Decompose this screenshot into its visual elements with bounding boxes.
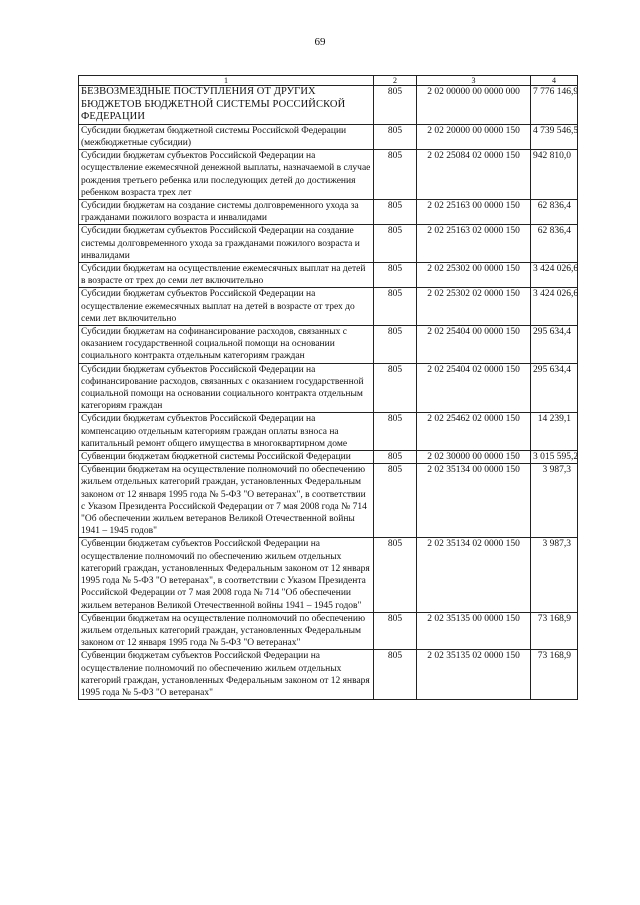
page-number: 69 bbox=[314, 36, 326, 48]
table-cell-code: 2 02 25404 00 0000 150 bbox=[417, 326, 531, 364]
column-header-amount: 4 bbox=[531, 76, 578, 86]
table-cell-name: БЕЗВОЗМЕЗДНЫЕ ПОСТУПЛЕНИЯ ОТ ДРУГИХ БЮДЖЕТОВ БЮДЖЕТНОЙ СИСТЕМЫ РОССИЙСКОЙ ФЕДЕРАЦИИ bbox=[79, 86, 374, 125]
table-cell-amount: 62 836,4 bbox=[531, 225, 578, 263]
table-cell-amount: 942 810,0 bbox=[531, 150, 578, 200]
table-cell-name: Субвенции бюджетам на осуществление полномочий по обеспечению жильем отдельных категорий граждан, установленных Федеральным законом от 12 января 1995 года № 5-ФЗ "О ветеранах" bbox=[79, 612, 374, 650]
table-cell-admin: 805 bbox=[374, 612, 417, 650]
table-cell-admin: 805 bbox=[374, 413, 417, 451]
table-row bbox=[79, 288, 578, 326]
table-row bbox=[79, 124, 578, 149]
table-cell-name: Субсидии бюджетам субъектов Российской Федерации на осуществление ежемесячной денежной выплаты, назначаемой в случае рождения третьего ребенка или последующих детей до достижения ребенком возраста трех лет bbox=[79, 150, 374, 200]
table-cell-name: Субсидии бюджетам субъектов Российской Федерации на осуществление ежемесячных выплат на детей в возрасте от трех до семи лет включительно bbox=[79, 288, 374, 326]
table-row bbox=[79, 413, 578, 451]
table-cell-code: 2 02 25302 00 0000 150 bbox=[417, 263, 531, 288]
column-header-admin: 2 bbox=[374, 76, 417, 86]
table-cell-code: 2 02 35134 00 0000 150 bbox=[417, 464, 531, 538]
table-cell-name: Субвенции бюджетам на осуществление полномочий по обеспечению жильем отдельных категорий граждан, установленных Федеральным законом от 12 января 1995 года № 5-ФЗ "О ветеранах", в соответствии с Указом Президента Российской Федерации от 7 мая 2008 года № 714 "Об обеспечении жильем ветеранов Великой Отечественной войны 1941 – 1945 годов" bbox=[79, 464, 374, 538]
table-cell-code: 2 02 35135 02 0000 150 bbox=[417, 650, 531, 700]
table-cell-admin: 805 bbox=[374, 150, 417, 200]
table-row bbox=[79, 326, 578, 364]
table-cell-admin: 805 bbox=[374, 288, 417, 326]
table-cell-code: 2 02 35135 00 0000 150 bbox=[417, 612, 531, 650]
table-cell-name: Субсидии бюджетам на осуществление ежемесячных выплат на детей в возрасте от трех до семи лет включительно bbox=[79, 263, 374, 288]
table-cell-amount: 3 987,3 bbox=[531, 538, 578, 612]
column-header-name: 1 bbox=[79, 76, 374, 86]
table-cell-code: 2 02 25302 02 0000 150 bbox=[417, 288, 531, 326]
table-cell-admin: 805 bbox=[374, 363, 417, 413]
table-cell-admin: 805 bbox=[374, 225, 417, 263]
table-cell-name: Субсидии бюджетам бюджетной системы Российской Федерации (межбюджетные субсидии) bbox=[79, 124, 374, 149]
table-cell-amount: 62 836,4 bbox=[531, 200, 578, 225]
table-cell-name: Субсидии бюджетам на создание системы долговременного ухода за гражданами пожилого возраста и инвалидами bbox=[79, 200, 374, 225]
table-row bbox=[79, 612, 578, 650]
table-row bbox=[79, 263, 578, 288]
table-cell-admin: 805 bbox=[374, 124, 417, 149]
table-cell-name: Субсидии бюджетам субъектов Российской Федерации на компенсацию отдельным категориям граждан оплаты взноса на капитальный ремонт общего имущества в многоквартирном доме bbox=[79, 413, 374, 451]
table-cell-name: Субсидии бюджетам субъектов Российской Федерации на софинансирование расходов, связанных с оказанием государственной социальной помощи на основании социального контракта отдельным категориям граждан bbox=[79, 363, 374, 413]
table-cell-amount: 3 424 026,6 bbox=[531, 288, 578, 326]
table-cell-code: 2 02 25404 02 0000 150 bbox=[417, 363, 531, 413]
table-cell-code: 2 02 25163 00 0000 150 bbox=[417, 200, 531, 225]
table-cell-name: Субвенции бюджетам субъектов Российской Федерации на осуществление полномочий по обеспечению жильем отдельных категорий граждан, установленных Федеральным законом от 12 января 1995 года № 5-ФЗ "О ветеранах" bbox=[79, 650, 374, 700]
table-cell-amount: 7 776 146,9 bbox=[531, 86, 578, 125]
column-header-code: 3 bbox=[417, 76, 531, 86]
table-row bbox=[79, 363, 578, 413]
table-cell-name: Субсидии бюджетам на софинансирование расходов, связанных с оказанием государственной социальной помощи на основании социального контракта отдельным категориям граждан bbox=[79, 326, 374, 364]
table-cell-admin: 805 bbox=[374, 650, 417, 700]
table-cell-amount: 3 015 595,2 bbox=[531, 451, 578, 464]
table-header-row bbox=[79, 76, 578, 86]
table-cell-name: Субвенции бюджетам субъектов Российской Федерации на осуществление полномочий по обеспечению жильем отдельных категорий граждан, установленных Федеральным законом от 12 января 1995 года № 5-ФЗ "О ветеранах", в соответствии с Указом Президента Российской Федерации от 7 мая 2008 года № 714 "Об обеспечении жильем ветеранов Великой Отечественной войны 1941 – 1945 годов" bbox=[79, 538, 374, 612]
table-cell-code: 2 02 00000 00 0000 000 bbox=[417, 86, 531, 125]
table-cell-code: 2 02 25084 02 0000 150 bbox=[417, 150, 531, 200]
table-cell-amount: 295 634,4 bbox=[531, 326, 578, 364]
table-row bbox=[79, 464, 578, 538]
table-row bbox=[79, 150, 578, 200]
table-cell-code: 2 02 25462 02 0000 150 bbox=[417, 413, 531, 451]
table-cell-admin: 805 bbox=[374, 200, 417, 225]
table-cell-admin: 805 bbox=[374, 263, 417, 288]
table-cell-admin: 805 bbox=[374, 451, 417, 464]
table-cell-code: 2 02 20000 00 0000 150 bbox=[417, 124, 531, 149]
table-cell-amount: 3 424 026,6 bbox=[531, 263, 578, 288]
table-row bbox=[79, 650, 578, 700]
table-cell-amount: 4 739 546,5 bbox=[531, 124, 578, 149]
table-cell-name: Субсидии бюджетам субъектов Российской Федерации на создание системы долговременного ухода за гражданами пожилого возраста и инвалидами bbox=[79, 225, 374, 263]
table-cell-code: 2 02 30000 00 0000 150 bbox=[417, 451, 531, 464]
table-cell-amount: 73 168,9 bbox=[531, 650, 578, 700]
table-cell-admin: 805 bbox=[374, 326, 417, 364]
budget-revenue-table bbox=[78, 75, 578, 700]
table-cell-name: Субвенции бюджетам бюджетной системы Российской Федерации bbox=[79, 451, 374, 464]
table-cell-amount: 3 987,3 bbox=[531, 464, 578, 538]
table-cell-code: 2 02 25163 02 0000 150 bbox=[417, 225, 531, 263]
table-cell-amount: 73 168,9 bbox=[531, 612, 578, 650]
table-row bbox=[79, 225, 578, 263]
table-cell-admin: 805 bbox=[374, 464, 417, 538]
table-cell-amount: 14 239,1 bbox=[531, 413, 578, 451]
table-cell-amount: 295 634,4 bbox=[531, 363, 578, 413]
table-cell-admin: 805 bbox=[374, 538, 417, 612]
table-cell-code: 2 02 35134 02 0000 150 bbox=[417, 538, 531, 612]
table-row bbox=[79, 86, 578, 125]
table-row bbox=[79, 538, 578, 612]
table-row bbox=[79, 451, 578, 464]
table-cell-admin: 805 bbox=[374, 86, 417, 125]
table-row bbox=[79, 200, 578, 225]
